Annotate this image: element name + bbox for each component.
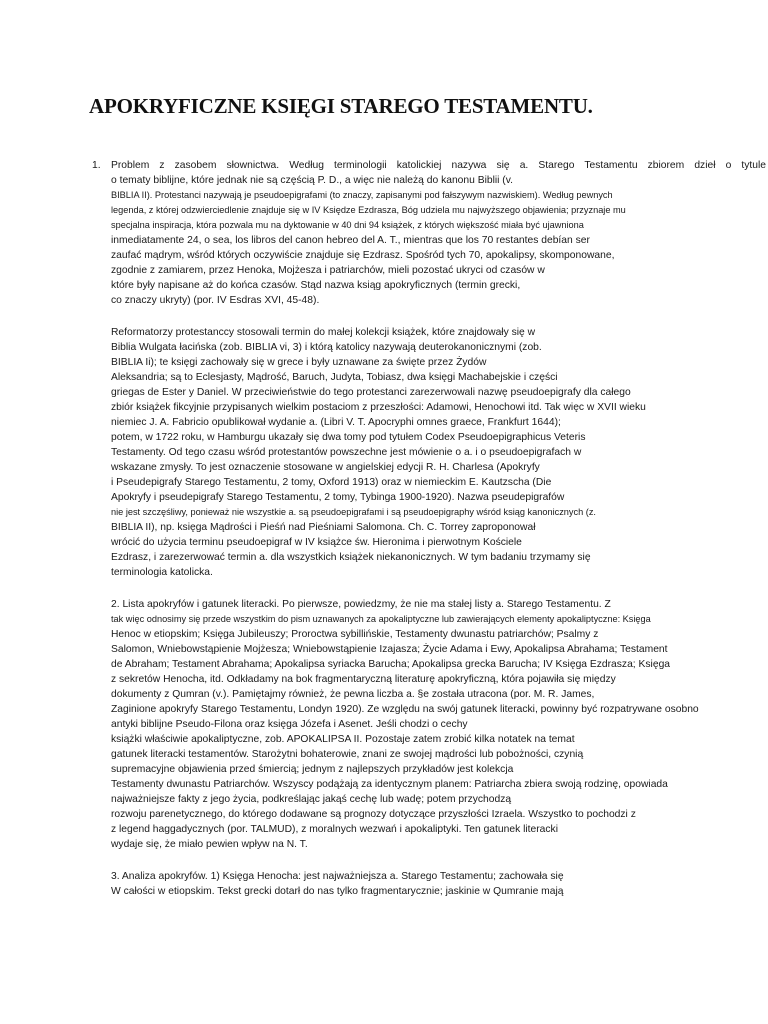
text-line: najważniejsze fakty z jego życia, podkreślając jakąś cechę lub wadę; potem przychodzą <box>111 794 512 805</box>
text-line: BIBLIA II). Protestanci nazywają je pseudoepigrafami (to znaczy, zapisanymi pod fałszywym nazwiskiem). Według pewnych <box>111 190 613 200</box>
text-line: Ezdrasz, i zarezerwować termin a. dla wszystkich książek niekanonicznych. W tym badaniu trzymamy się <box>111 552 591 563</box>
text-line: zgodnie z zamiarem, przez Henoka, Mojżesza i patriarchów, mieli pozostać ukryci od czasów w <box>111 265 545 276</box>
text-line: Testamenty dwunastu Patriarchów. Wszyscy podążają za identycznym planem: Patriarcha zbiera swoją rodzinę, opowiada <box>111 779 668 790</box>
paragraph-gap <box>0 852 768 869</box>
text-line: BIBLIA Ii); te księgi zachowały się w grece i były uznawane za święte przez Żydów <box>111 357 487 368</box>
paragraph <box>0 158 768 308</box>
text-line: 3. Analiza apokryfów. 1) Księga Henocha: jest najważniejsza a. Starego Testamentu; zachowała się <box>111 871 564 882</box>
text-line: potem, w 1722 roku, w Hamburgu ukazały się dwa tomy pod tytułem Codex Pseudoepigraphicus Veteris <box>111 432 586 443</box>
text-line: i Pseudepigrafy Starego Testamentu, 2 tomy, Oxford 1913) oraz w niemieckim E. Kautzscha (Die <box>111 477 552 488</box>
text-line: Testamenty. Od tego czasu wśród protestantów powszechne jest mówienie o a. i o pseudoepigrafach w <box>111 447 582 458</box>
text-line: Salomon, Wniebowstąpienie Mojżesza; Wniebowstąpienie Izajasza; Życie Adama i Ewy, Apokalipsa Abrahama; Testament <box>111 644 668 655</box>
text-line: W całości w etiopskim. Tekst grecki dotarł do nas tylko fragmentarycznie; jaskinie w Qumranie mają <box>111 886 564 897</box>
text-line: nie jest szczęśliwy, ponieważ nie wszystkie a. są pseudoepigrafami i są pseudoepigraphy wśród ksiąg kanonicznych (z. <box>111 507 596 517</box>
text-line: gatunek literacki testamentów. Starożytni bohaterowie, znani ze swojej mądrości lub pobożności, czynią <box>111 749 584 760</box>
paragraph <box>0 597 768 852</box>
text-line: terminologia katolicka. <box>111 567 213 578</box>
text-line: Reformatorzy protestanccy stosowali termin do małej kolekcji książek, które znajdowały się w <box>111 327 536 338</box>
text-line: zbiór książek fikcyjnie przypisanych wielkim postaciom z przeszłości: Adamowi, Henochowi itd. Tak więc w XVII wieku <box>111 402 646 413</box>
text-line: specjalna inspiracja, która pozwala mu na dyktowanie w 40 dni 94 książek, z których większość miała być ujawniona <box>111 220 584 230</box>
list-number: 1. <box>92 160 101 171</box>
text-line: wydaje się, że miało pewien wpływ na N. T. <box>111 839 308 850</box>
text-line: zaufać mądrym, wśród których oczywiście znajduje się Ezdrasz. Spośród tych 70, apokalipsy, skomponowane, <box>111 250 615 261</box>
text-line: książki właściwie apokaliptyczne, zob. APOKALIPSA II. Pozostaje zatem zrobić kilka notatek na temat <box>111 734 575 745</box>
text-line: de Abraham; Testament Abrahama; Apokalipsa syriacka Barucha; Apokalipsa grecka Barucha; IV Księga Ezdrasza; Księga <box>111 659 671 670</box>
text-line: antyki biblijne Pseudo-Filona oraz księga Józefa i Asenet. Jeśli chodzi o cechy <box>111 719 468 730</box>
paragraph-gap <box>0 308 768 325</box>
text-line: wskazane zmysły. To jest oznaczenie stosowane w angielskiej edycji R. H. Charlesa (Apokryfy <box>111 462 540 473</box>
text-line: Zaginione apokryfy Starego Testamentu, Londyn 1920). Ze względu na swój gatunek literacki, powinny być rozpatrywane osobno <box>111 704 699 715</box>
text-line: z legend haggadycznych (por. TALMUD), z moralnych wezwań i apokaliptyki. Ten gatunek literacki <box>111 824 558 835</box>
paragraph-gap <box>0 580 768 597</box>
paragraph <box>0 869 768 899</box>
text-line: BIBLIA II), np. księga Mądrości i Pieśń nad Pieśniami Salomona. Ch. C. Torrey zaproponował <box>111 522 536 533</box>
text-line: wrócić do użycia terminu pseudoepigraf w IV książce św. Hieronima i pierwotnym Kościele <box>111 537 522 548</box>
text-line: które były napisane aż do końca czasów. Stąd nazwa ksiąg apokryficznych (termin grecki, <box>111 280 521 291</box>
text-line: dokumenty z Qumran (v.). Pamiętajmy również, że pewna liczba a. §e została utracona (por. M. R. James, <box>111 689 595 700</box>
text-line: 2. Lista apokryfów i gatunek literacki. Po pierwsze, powiedzmy, że nie ma stałej listy a. Starego Testamentu. Z <box>111 599 611 610</box>
text-line: Henoc w etiopskim; Księga Jubileuszy; Proroctwa sybillińskie, Testamenty dwunastu patriarchów; Psalmy z <box>111 629 599 640</box>
page-title: APOKRYFICZNE KSIĘGI STAREGO TESTAMENTU. <box>89 94 593 118</box>
paragraph <box>0 325 768 580</box>
text-line: rozwoju parenetycznego, do którego dodawane są prognozy dotyczące przyszłości Izraela. Wszystko to pochodzi z <box>111 809 636 820</box>
text-line: inmediatamente 24, o sea, los libros del canon hebreo del A. T., mientras que los 70 restantes debían ser <box>111 235 590 246</box>
text-line: niemiec J. A. Fabricio opublikował wydanie a. (Libri V. T. Apocryphi omnes graece, Frankfurt 1644); <box>111 417 561 428</box>
text-line: griegas de Ester y Daniel. W przeciwieństwie do tego protestanci zarezerwowali nazwę pseudoepigrafy dla całego <box>111 387 631 398</box>
text-line: Aleksandria; są to Eclesjasty, Mądrość, Baruch, Judyta, Tobiasz, dwa księgi Machabejskie i części <box>111 372 558 383</box>
text-line: tak więc odnosimy się przede wszystkim do pism uznawanych za apokaliptyczne lub zawierających elementy apokaliptyczne: Księga <box>111 614 651 624</box>
text-line: o tematy biblijne, które jednak nie są częścią P. D., a więc nie należą do kanonu Biblii (v. <box>111 175 513 186</box>
text-line: Apokryfy i pseudepigrafy Starego Testamentu, 2 tomy, Tybinga 1900-1920). Nazwa pseudepigrafów <box>111 492 565 503</box>
text-line: supremacyjne objawienia przed śmiercią; jednym z najlepszych przykładów jest kolekcja <box>111 764 514 775</box>
text-line: z sekretów Henocha, itd. Odkładamy na bok fragmentaryczną literaturę apokryficzną, która pojawiła się między <box>111 674 616 685</box>
text-line: Problem z zasobem słownictwa. Według terminologii katolickiej nazywa się a. Starego Testamentu zbiorem dzieł o tytule <box>111 160 766 171</box>
text-line: Biblia Wulgata łacińska (zob. BIBLIA vi, 3) i którą katolicy nazywają deuterokanonicznymi (zob. <box>111 342 542 353</box>
text-line: co znaczy ukryty) (por. IV Esdras XVI, 45-48). <box>111 295 320 306</box>
document-body <box>0 158 768 899</box>
text-line: legenda, z której odzwierciedlenie znajduje się w IV Księdze Ezdrasza, Bóg udziela mu najwyższego objawienia; przyznaje mu <box>111 205 626 215</box>
